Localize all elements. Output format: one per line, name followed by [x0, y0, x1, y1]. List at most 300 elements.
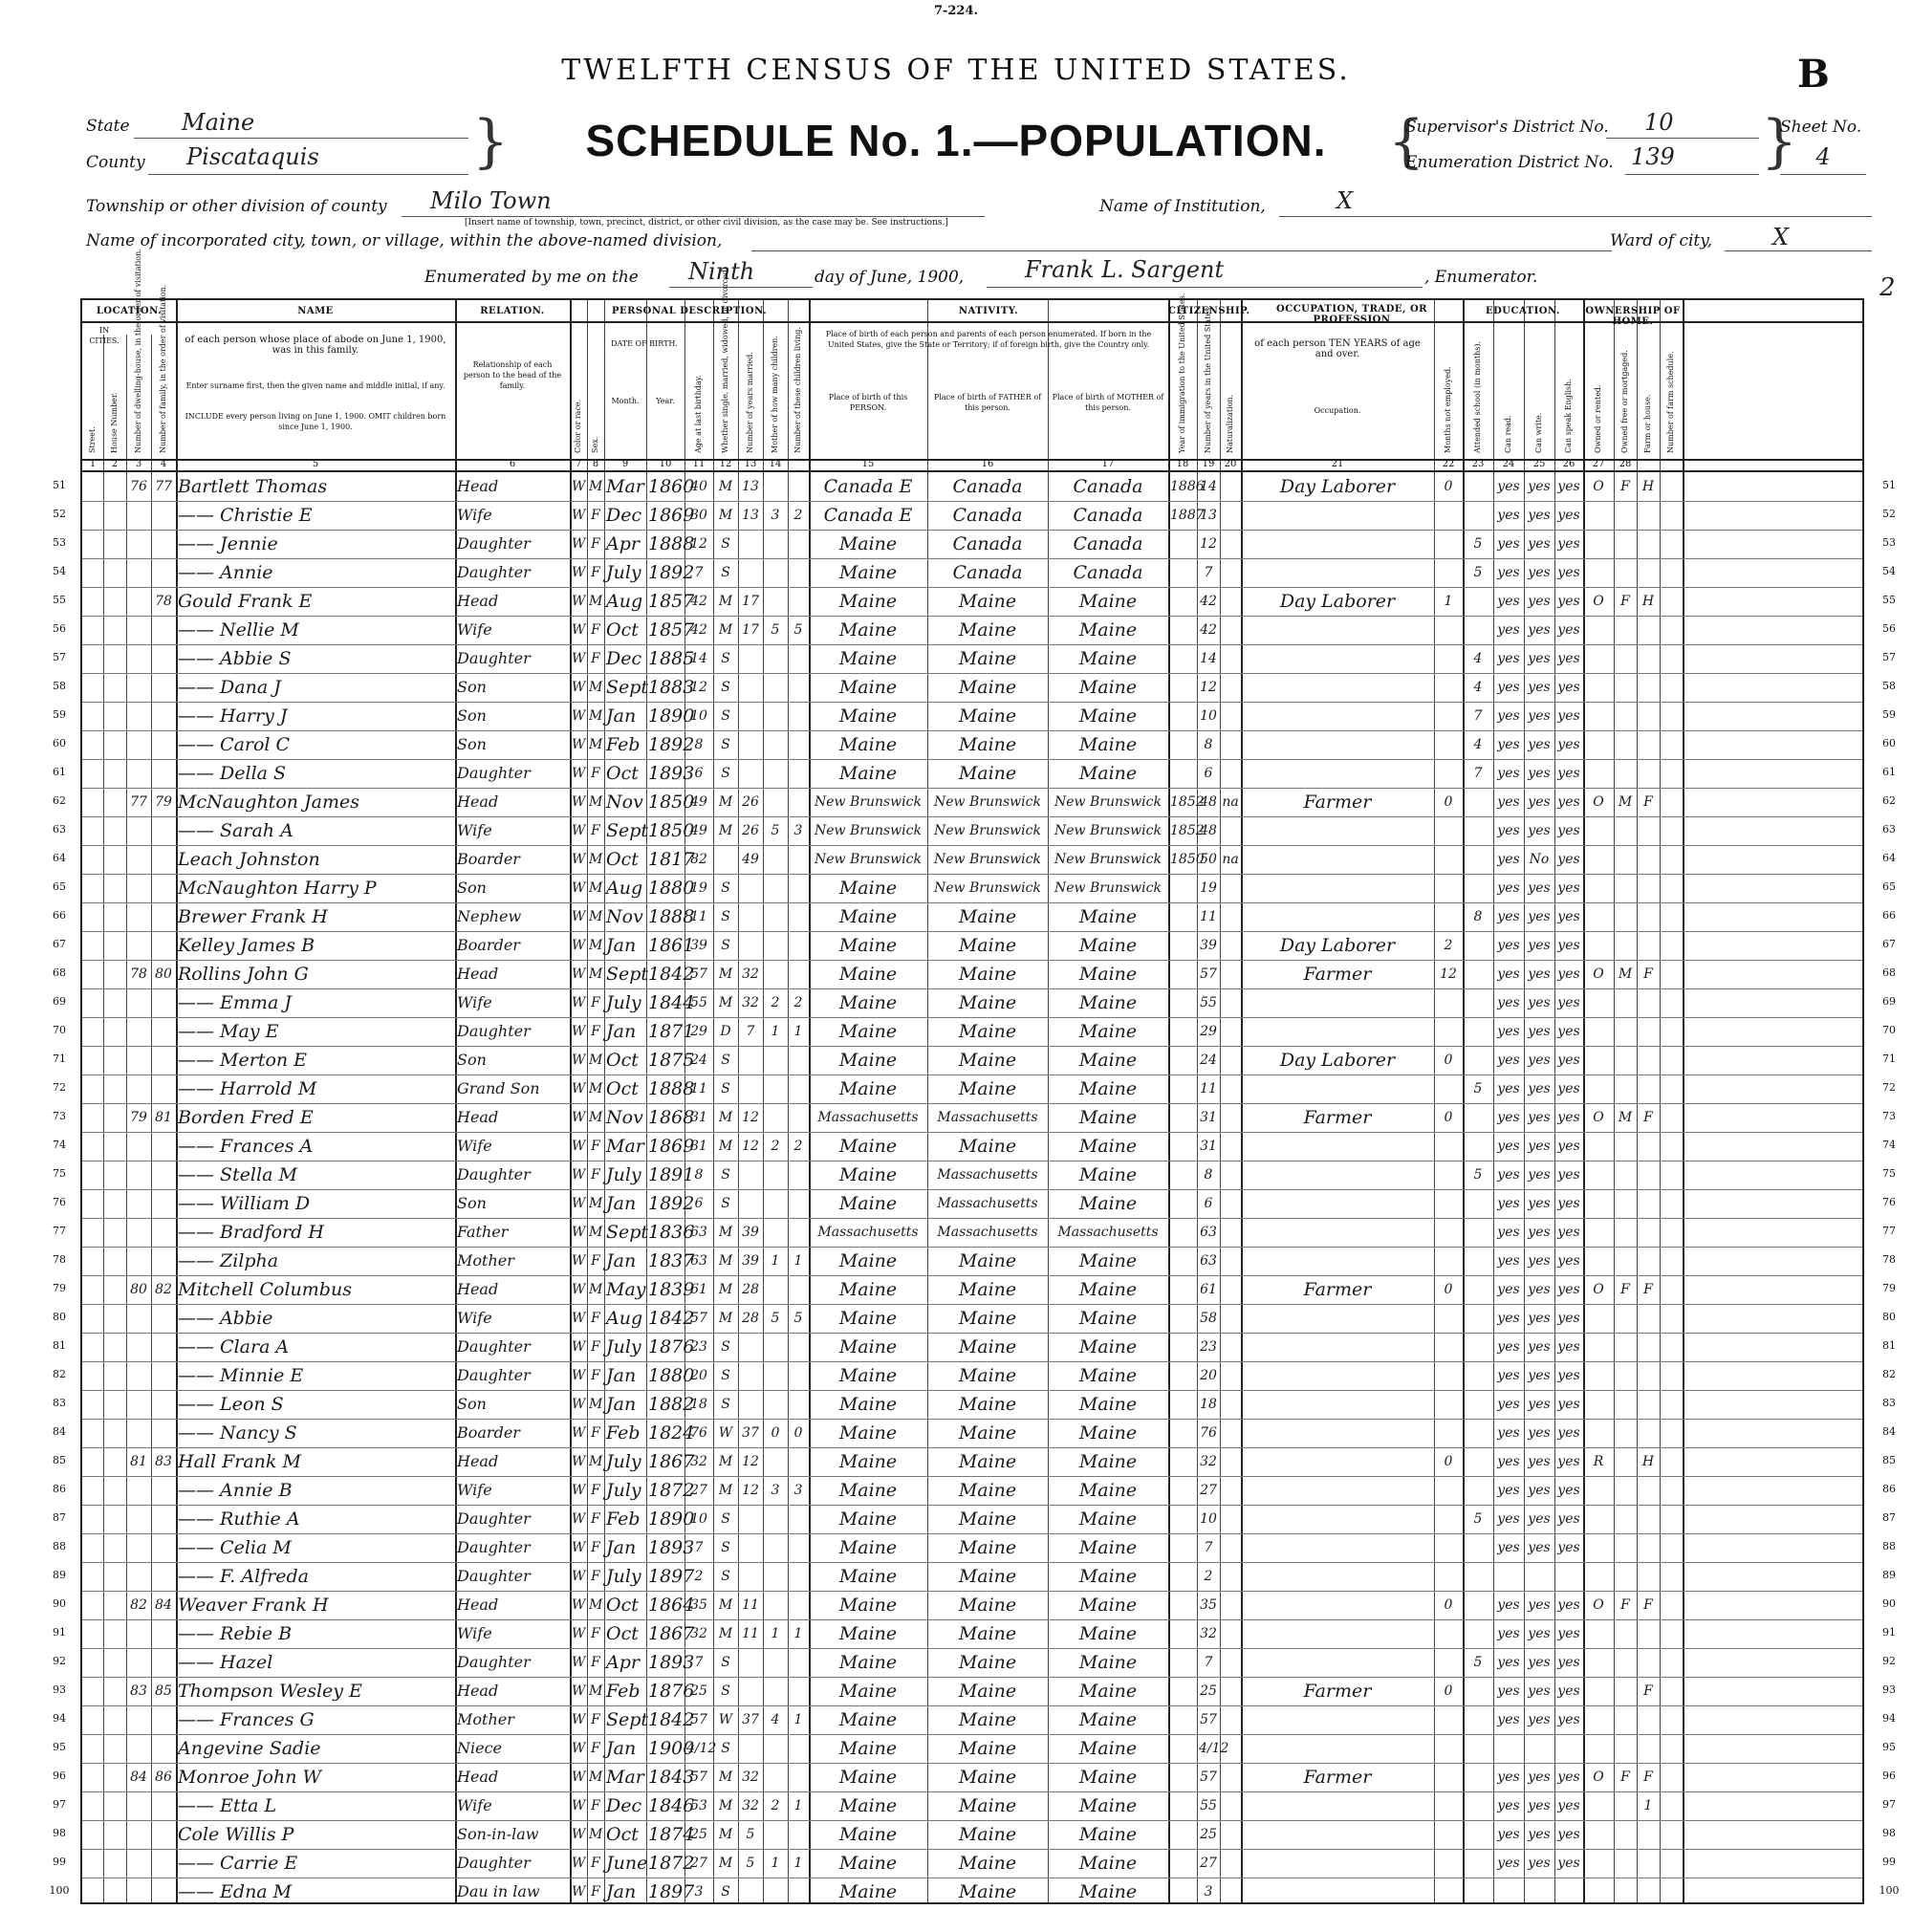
cell-yus: 14 — [1200, 479, 1217, 494]
cell-yr: 1897 — [648, 1566, 695, 1587]
cell-rel: Head — [457, 592, 499, 610]
row-number-left: 74 — [53, 1139, 66, 1151]
cell-wr: yes — [1528, 1282, 1551, 1297]
cell-mon: Sept — [606, 1222, 649, 1243]
cell-en: yes — [1557, 1683, 1580, 1699]
cell-cl: 1 — [793, 1798, 803, 1813]
cell-pobm: Canada — [1073, 562, 1143, 583]
cell-name: Leach Johnston — [178, 849, 320, 870]
cell-age: 82 — [690, 852, 707, 867]
cell-name: Rollins John G — [178, 964, 309, 985]
cell-mon: Jan — [606, 1365, 637, 1386]
cell-yus: 27 — [1200, 1483, 1217, 1498]
cell-ym: 32 — [742, 966, 759, 982]
row-number-left: 66 — [53, 909, 66, 922]
cell-sex: M — [589, 1225, 603, 1240]
brace-sheet: } — [1761, 108, 1798, 175]
cell-name: —— William D — [178, 1193, 311, 1214]
row-rule — [82, 1304, 1862, 1305]
cell-une: 0 — [1444, 479, 1453, 494]
cell-wr: yes — [1528, 1339, 1551, 1355]
cell-rel: Son — [457, 1051, 487, 1069]
cell-en: yes — [1557, 1397, 1580, 1412]
cell-yr: 1850 — [648, 792, 695, 813]
cell-name: —— Dana J — [178, 677, 281, 698]
cell-pobm: Maine — [1078, 1537, 1138, 1558]
cell-col: W — [572, 1856, 586, 1871]
cell-ym: 32 — [742, 1798, 759, 1813]
cell-col: W — [572, 995, 586, 1010]
cell-pobf: New Brunswick — [934, 880, 1041, 896]
cell-rel: Father — [457, 1223, 509, 1241]
cell-en: yes — [1557, 1425, 1580, 1441]
cell-pob: Maine — [838, 1824, 898, 1845]
cell-pobm: Maine — [1078, 1853, 1138, 1874]
row-number-left: 83 — [53, 1397, 66, 1409]
cell-mon: Jan — [606, 1738, 637, 1759]
cell-wr: yes — [1528, 995, 1551, 1010]
cell-mon: Nov — [606, 1107, 643, 1128]
cell-mon: July — [606, 1566, 641, 1587]
cell-pob: Maine — [838, 648, 898, 669]
cell-yr: 1883 — [648, 677, 695, 698]
cell-occ: Day Laborer — [1279, 591, 1396, 612]
cell-ym: 12 — [742, 1110, 759, 1125]
cell-sch: 4 — [1473, 680, 1483, 695]
cell-rd: yes — [1497, 708, 1520, 724]
cell-col: W — [572, 1053, 586, 1068]
cell-pobm: Maine — [1078, 763, 1138, 784]
cell-pobf: Maine — [958, 734, 1017, 755]
cell-rd: yes — [1497, 1597, 1520, 1613]
cell-fm: F — [1620, 479, 1630, 494]
cell-yr: 1888 — [648, 906, 695, 927]
cell-sex: M — [589, 1597, 603, 1613]
cell-rel: Wife — [457, 1481, 492, 1499]
cell-en: yes — [1557, 565, 1580, 580]
cell-yr: 1857 — [648, 619, 695, 640]
cell-age: 25 — [690, 1827, 707, 1842]
section-header-citizenship: CITIZENSHIP. — [1168, 306, 1250, 316]
cell-rel: Wife — [457, 821, 492, 839]
vertical-column-label: Attended school (in months). — [1473, 340, 1482, 453]
cell-yus: 20 — [1200, 1368, 1217, 1383]
row-number-right: 75 — [1882, 1167, 1896, 1180]
cell-rel: Head — [457, 1452, 499, 1470]
cell-age: 12 — [690, 680, 707, 695]
cell-rd: yes — [1497, 1339, 1520, 1355]
cell-rd: yes — [1497, 1139, 1520, 1154]
cell-rel: Daughter — [457, 764, 531, 782]
cell-rd: yes — [1497, 909, 1520, 924]
row-number-right: 66 — [1882, 909, 1896, 922]
cell-col: W — [572, 1569, 586, 1584]
cell-ms: S — [721, 1655, 730, 1670]
cell-age: 7 — [694, 1540, 704, 1555]
cell-pob: Maine — [838, 1250, 898, 1271]
row-number-right: 77 — [1882, 1225, 1896, 1237]
cell-ms: S — [721, 909, 730, 924]
cell-mon: Jan — [606, 1021, 637, 1042]
cell-ms: M — [718, 1139, 733, 1154]
cell-name: —— Carrie E — [178, 1853, 298, 1874]
sheet-no-value: 4 — [1815, 143, 1831, 170]
cell-yus: 24 — [1200, 1053, 1217, 1068]
cell-wr: yes — [1528, 508, 1551, 523]
cell-ms: S — [721, 680, 730, 695]
cell-yus: 3 — [1204, 1884, 1213, 1899]
cell-yr: 1892 — [648, 562, 695, 583]
column-number: 18 — [1176, 459, 1189, 469]
cell-rel: Wife — [457, 1796, 492, 1814]
cell-ms: M — [718, 1225, 733, 1240]
row-rule — [82, 616, 1862, 617]
cell-en: yes — [1557, 508, 1580, 523]
cell-age: 76 — [690, 1425, 707, 1441]
cell-ms: S — [721, 880, 730, 896]
cell-col: W — [572, 1311, 586, 1326]
cell-pobf: Massachusetts — [937, 1225, 1038, 1240]
cell-rel: Wife — [457, 506, 492, 524]
cell-ms: M — [718, 794, 733, 810]
cell-rel: Daughter — [457, 534, 531, 553]
cell-ym: 7 — [746, 1024, 755, 1039]
cell-mon: July — [606, 992, 641, 1013]
cell-ms: S — [721, 1339, 730, 1355]
cell-mon: Aug — [606, 878, 643, 899]
cell-wr: yes — [1528, 880, 1551, 896]
cell-mc: 3 — [771, 508, 780, 523]
cell-yr: 1842 — [648, 964, 695, 985]
row-number-left: 84 — [53, 1425, 66, 1438]
cell-mon: Feb — [606, 1509, 641, 1530]
cell-sex: F — [591, 1856, 600, 1871]
cell-sex: F — [591, 1425, 600, 1441]
cell-sex: F — [591, 1253, 600, 1269]
cell-pobm: Maine — [1078, 935, 1138, 956]
cell-age: 8 — [694, 1167, 704, 1183]
cell-pobm: Maine — [1078, 1738, 1138, 1759]
row-number-right: 51 — [1882, 479, 1896, 491]
cell-age: 23 — [690, 1339, 707, 1355]
cell-col: W — [572, 1081, 586, 1096]
relation-description: Relationship of each person to the head of the family. — [463, 360, 562, 390]
cell-sch: 5 — [1473, 565, 1483, 580]
cell-occ: Farmer — [1303, 1107, 1372, 1128]
cell-une: 1 — [1444, 594, 1453, 609]
cell-ms: M — [718, 1827, 733, 1842]
cell-ym: 5 — [746, 1827, 755, 1842]
row-rule — [82, 1763, 1862, 1764]
cell-rd: yes — [1497, 1253, 1520, 1269]
year-label: Year. — [656, 397, 675, 405]
cell-col: W — [572, 1483, 586, 1498]
cell-mc: 3 — [771, 1483, 780, 1498]
cell-en: yes — [1557, 1626, 1580, 1641]
cell-occ: Farmer — [1303, 964, 1372, 985]
vertical-column-label: Owned or rented. — [1594, 384, 1602, 453]
cell-ms: M — [718, 1253, 733, 1269]
cell-yr: 1876 — [648, 1681, 695, 1702]
row-rule — [82, 1046, 1862, 1047]
sheet-letter: B — [1797, 52, 1830, 97]
cell-yr: 1857 — [648, 591, 695, 612]
cell-age: 40 — [690, 479, 707, 494]
cell-fh: F — [1643, 966, 1653, 982]
cell-age: 27 — [690, 1483, 707, 1498]
cell-ym: 13 — [742, 479, 759, 494]
cell-wr: yes — [1528, 1454, 1551, 1469]
cell-pobf: Maine — [958, 1365, 1017, 1386]
cell-yus: 8 — [1204, 1167, 1213, 1183]
row-number-left: 75 — [53, 1167, 66, 1180]
cell-pobf: Maine — [958, 648, 1017, 669]
cell-ym: 12 — [742, 1454, 759, 1469]
cell-rel: Wife — [457, 620, 492, 639]
row-number-left: 52 — [53, 508, 66, 520]
cell-name: McNaughton Harry P — [178, 878, 377, 899]
column-number: 8 — [592, 459, 599, 469]
vertical-column-label: Can read. — [1504, 415, 1512, 453]
cell-pob: Maine — [838, 1623, 898, 1644]
cell-col: W — [572, 966, 586, 982]
cell-sch: 5 — [1473, 1655, 1483, 1670]
row-number-right: 93 — [1882, 1683, 1896, 1696]
cell-pobm: Maine — [1078, 1480, 1138, 1501]
cell-name: —— Minnie E — [178, 1365, 304, 1386]
enumerator-label: , Enumerator. — [1424, 268, 1538, 287]
cell-yr: 1839 — [648, 1279, 695, 1300]
row-number-left: 71 — [53, 1053, 66, 1065]
cell-pobf: Maine — [958, 1738, 1017, 1759]
row-number-right: 61 — [1882, 766, 1896, 778]
occupation-description: of each person TEN YEARS of age and over. — [1254, 338, 1421, 359]
cell-name: Borden Fred E — [178, 1107, 314, 1128]
vertical-column-label: Number of years in the United States. — [1204, 305, 1212, 453]
cell-fam: 86 — [155, 1769, 172, 1785]
cell-pobm: Maine — [1078, 1566, 1138, 1587]
cell-age: 6 — [694, 766, 704, 781]
cell-ym: 17 — [742, 594, 759, 609]
cell-yus: 11 — [1200, 909, 1217, 924]
cell-sex: F — [591, 536, 600, 552]
row-number-left: 56 — [53, 622, 66, 635]
cell-wr: yes — [1528, 909, 1551, 924]
row-number-left: 67 — [53, 938, 66, 950]
cell-age: 29 — [690, 1024, 707, 1039]
cell-une: 0 — [1444, 1597, 1453, 1613]
institution-value: X — [1336, 187, 1354, 214]
cell-une: 12 — [1440, 966, 1457, 982]
column-divider — [1637, 300, 1638, 1902]
cell-rd: yes — [1497, 1827, 1520, 1842]
cell-en: yes — [1557, 737, 1580, 752]
column-divider — [927, 300, 928, 1902]
cell-rel: Head — [457, 1596, 499, 1614]
cell-pob: Maine — [838, 1681, 898, 1702]
cell-rd: yes — [1497, 1196, 1520, 1211]
cell-fam: 78 — [155, 594, 172, 609]
cell-col: W — [572, 1397, 586, 1412]
cell-occ: Farmer — [1303, 1767, 1372, 1788]
row-rule — [82, 1247, 1862, 1248]
cell-mon: Mar — [606, 1136, 644, 1157]
cell-name: —— Nancy S — [178, 1422, 297, 1444]
row-rule — [82, 587, 1862, 588]
row-number-left: 97 — [53, 1798, 66, 1811]
cell-yr: 1891 — [648, 1164, 695, 1185]
cell-fm: F — [1620, 1282, 1630, 1297]
cell-rel: Head — [457, 477, 499, 495]
row-rule — [82, 1705, 1862, 1706]
cell-fh: F — [1643, 1282, 1653, 1297]
cell-own: O — [1593, 794, 1604, 810]
row-rule — [82, 1849, 1862, 1850]
cell-mc: 5 — [771, 622, 780, 638]
cell-sex: F — [591, 1884, 600, 1899]
cell-yus: 42 — [1200, 594, 1217, 609]
cell-sex: F — [591, 1483, 600, 1498]
cell-mon: Jan — [606, 1394, 637, 1415]
column-divider — [1614, 300, 1615, 1902]
cell-age: 7 — [694, 1655, 704, 1670]
column-divider — [1220, 300, 1221, 1902]
cell-en: yes — [1557, 909, 1580, 924]
name-description: of each person whose place of abode on June 1, 1900, was in this family. — [185, 335, 446, 356]
cell-name: —— Leon S — [178, 1394, 284, 1415]
cell-sex: M — [589, 680, 603, 695]
cell-age: 61 — [690, 1282, 707, 1297]
cell-yus: 63 — [1200, 1225, 1217, 1240]
enumerated-day-field — [669, 258, 813, 288]
section-header-relation: RELATION. — [480, 306, 545, 316]
cell-yus: 31 — [1200, 1139, 1217, 1154]
cell-rel: Son — [457, 879, 487, 897]
row-number-left: 61 — [53, 766, 66, 778]
row-number-left: 81 — [53, 1339, 66, 1352]
state-field — [134, 109, 468, 139]
row-rule — [82, 1533, 1862, 1534]
cell-mon: Dec — [606, 1795, 642, 1816]
cell-age: 35 — [690, 1597, 707, 1613]
cell-name: —— Carol C — [178, 734, 291, 755]
cell-name: —— Rebie B — [178, 1623, 293, 1644]
cell-cl: 1 — [793, 1712, 803, 1727]
column-number: 22 — [1442, 459, 1455, 469]
section-header-location: LOCATION. — [96, 306, 163, 316]
cell-col: W — [572, 536, 586, 552]
month-label: Month. — [611, 397, 640, 405]
cell-sch: 7 — [1473, 766, 1483, 781]
cell-pobm: Maine — [1078, 1451, 1138, 1472]
cell-pobm: Maine — [1078, 1336, 1138, 1357]
cell-age: 7 — [694, 565, 704, 580]
vertical-column-label: Owned free or mortgaged. — [1620, 350, 1629, 453]
cell-en: yes — [1557, 1339, 1580, 1355]
cell-sex: F — [591, 766, 600, 781]
cell-pobf: Maine — [958, 1279, 1017, 1300]
row-number-left: 72 — [53, 1081, 66, 1094]
cell-imm: 1852 — [1170, 823, 1205, 838]
cell-age: 57 — [690, 1311, 707, 1326]
cell-own: O — [1593, 1597, 1604, 1613]
cell-wr: yes — [1528, 594, 1551, 609]
cell-sex: F — [591, 1798, 600, 1813]
cell-en: yes — [1557, 852, 1580, 867]
cell-yus: 29 — [1200, 1024, 1217, 1039]
cell-age: 32 — [690, 1454, 707, 1469]
cell-mon: Mar — [606, 1767, 644, 1788]
row-number-left: 51 — [53, 479, 66, 491]
cell-fh: H — [1641, 1454, 1655, 1469]
cell-pobf: Maine — [958, 1050, 1017, 1071]
cell-yus: 6 — [1204, 766, 1213, 781]
cell-yr: 1843 — [648, 1767, 695, 1788]
ward-label: Ward of city, — [1610, 231, 1713, 250]
cell-rel: Head — [457, 792, 499, 811]
row-rule — [82, 1361, 1862, 1362]
cell-mon: July — [606, 1451, 641, 1472]
cell-yr: 1837 — [648, 1250, 695, 1271]
cell-sex: F — [591, 1167, 600, 1183]
section-header-nativity: NATIVITY. — [958, 306, 1019, 316]
cell-yus: 76 — [1200, 1425, 1217, 1441]
cell-ms: M — [718, 823, 733, 838]
column-number: 19 — [1202, 459, 1215, 469]
cell-yus: 10 — [1200, 708, 1217, 724]
cell-name: —— Ruthie A — [178, 1509, 300, 1530]
column-number: 7 — [575, 459, 582, 469]
row-rule — [82, 501, 1862, 502]
enum-district-label: Enumeration District No. — [1405, 153, 1614, 172]
cell-name: —— Edna M — [178, 1881, 293, 1902]
row-number-left: 63 — [53, 823, 66, 836]
cell-age: 18 — [690, 1397, 707, 1412]
cell-rd: yes — [1497, 1712, 1520, 1727]
cell-mon: Aug — [606, 1308, 643, 1329]
date-of-birth-label: DATE OF BIRTH. — [611, 339, 678, 348]
cell-sch: 5 — [1473, 1511, 1483, 1527]
cell-yus: 6 — [1204, 1196, 1213, 1211]
cell-yus: 25 — [1200, 1683, 1217, 1699]
cell-fh: F — [1643, 1110, 1653, 1125]
cell-en: yes — [1557, 708, 1580, 724]
cell-yr: 1817 — [648, 849, 695, 870]
column-divider — [788, 300, 789, 1902]
row-rule — [82, 1103, 1862, 1104]
enumerated-day: Ninth — [688, 258, 755, 285]
cell-mc: 1 — [771, 1024, 780, 1039]
row-number-right: 71 — [1882, 1053, 1896, 1065]
cell-wr: yes — [1528, 651, 1551, 666]
institution-label: Name of Institution, — [1099, 197, 1266, 216]
cell-sex: F — [591, 995, 600, 1010]
cell-yus: 57 — [1200, 966, 1217, 982]
cell-age: 20 — [690, 1368, 707, 1383]
cell-name: Mitchell Columbus — [178, 1279, 352, 1300]
cell-cl: 5 — [793, 622, 803, 638]
cell-fam: 84 — [155, 1597, 172, 1613]
section-header-occupation: OCCUPATION, TRADE, OR PROFESSION — [1276, 304, 1427, 325]
row-number-left: 90 — [53, 1597, 66, 1610]
cell-ym: 11 — [742, 1626, 759, 1641]
pob-father-label: Place of birth of FATHER of this person. — [933, 393, 1042, 412]
cell-occ: Farmer — [1303, 1681, 1372, 1702]
cell-yus: 7 — [1204, 1540, 1213, 1555]
cell-wr: yes — [1528, 1024, 1551, 1039]
cell-col: W — [572, 938, 586, 953]
cell-name: —— Nellie M — [178, 619, 299, 640]
